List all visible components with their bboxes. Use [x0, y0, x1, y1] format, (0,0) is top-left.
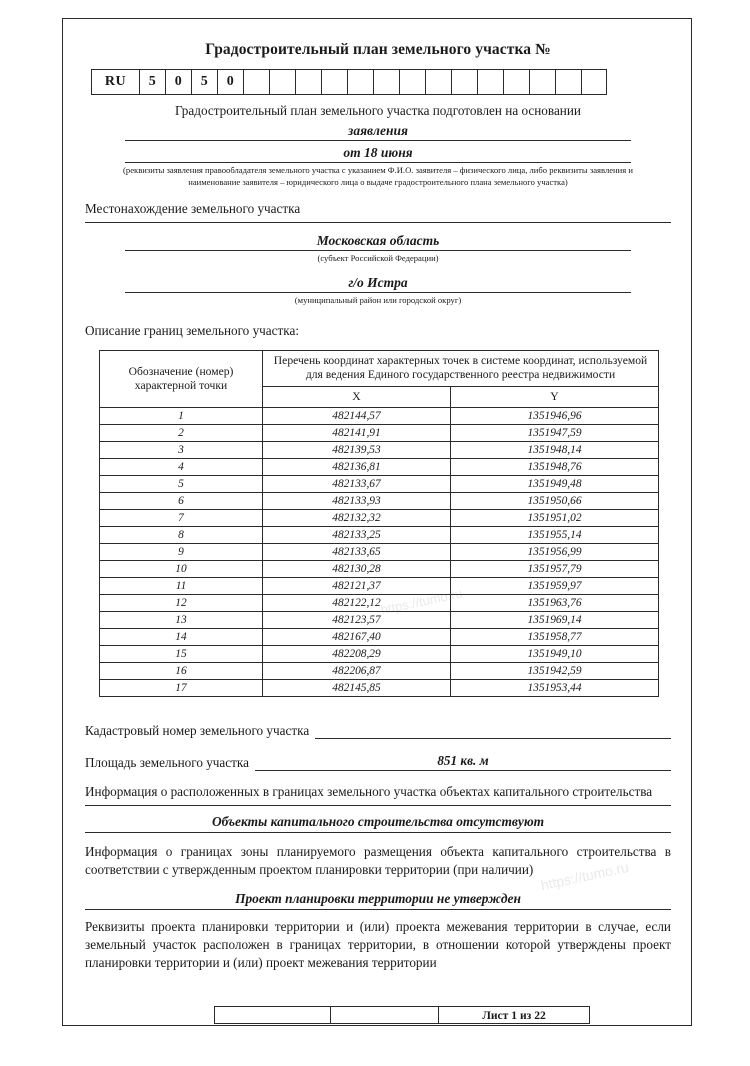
coordinates-table-body: [100, 408, 659, 697]
code-cell-11[interactable]: [399, 69, 425, 95]
borders-label: Описание границ земельного участка:: [85, 323, 299, 339]
table-row: [100, 476, 659, 493]
table-row: [100, 680, 659, 697]
cell-point: 3: [100, 442, 263, 459]
cell-y: 1351951,02: [450, 510, 658, 527]
footer-sheet-number: Лист 1 из 22: [482, 1008, 546, 1022]
cell-x: 482139,53: [263, 442, 451, 459]
cadastral-label: Кадастровый номер земельного участка: [85, 723, 310, 739]
cell-x: 482208,29: [263, 646, 451, 663]
cell-y: 1351947,59: [450, 425, 658, 442]
district-note: (муниципальный район или городской округ): [294, 294, 462, 305]
table-row: [100, 544, 659, 561]
cell-x: 482141,91: [263, 425, 451, 442]
watermark-top: https://tumo.ru: [379, 585, 464, 618]
cell-x: 482122,12: [263, 595, 451, 612]
cell-point: 5: [100, 476, 263, 493]
requisites-note: (реквизиты заявления правообладателя земельного участка с указанием Ф.И.О. заявителя – физического лица, либо реквизиты заявления и наименование заявителя – юридического лица о выдаче градостроительного плана земельного участка): [123, 165, 633, 187]
code-cell-8[interactable]: [321, 69, 347, 95]
table-row: [100, 493, 659, 510]
cell-point: 7: [100, 510, 263, 527]
table-row: [100, 442, 659, 459]
location-label: Местонахождение земельного участка: [85, 201, 301, 217]
cell-y: 1351956,99: [450, 544, 658, 561]
cell-x: 482133,65: [263, 544, 451, 561]
cell-y: 1351959,97: [450, 578, 658, 595]
code-cell-14[interactable]: [477, 69, 503, 95]
cell-point: 4: [100, 459, 263, 476]
capital-absent-value: Объекты капитального строительства отсутствуют: [85, 814, 671, 833]
code-cell-17[interactable]: [555, 69, 581, 95]
table-row: [100, 578, 659, 595]
cell-y: 1351963,76: [450, 595, 658, 612]
code-cell-13[interactable]: [451, 69, 477, 95]
area-row: [85, 753, 671, 771]
table-row: [100, 646, 659, 663]
cell-point: 6: [100, 493, 263, 510]
code-cell-18[interactable]: [581, 69, 607, 95]
table-row: [100, 612, 659, 629]
location-divider: [85, 222, 671, 223]
document-frame: [62, 18, 692, 1026]
area-label: Площадь земельного участка: [85, 755, 249, 771]
cell-point: 13: [100, 612, 263, 629]
district-field[interactable]: г/о Истра: [125, 275, 631, 293]
code-cell-5[interactable]: [243, 69, 269, 95]
zone-info-label: Информация о границах зоны планируемого размещения объекта капитального строительства в соответствии с утвержденным проектом планировки территории (при наличии): [85, 844, 671, 878]
cell-point: 1: [100, 408, 263, 425]
cell-x: 482130,28: [263, 561, 451, 578]
cell-x: 482167,40: [263, 629, 451, 646]
cell-point: 2: [100, 425, 263, 442]
capital-info-divider: [85, 805, 671, 806]
table-row: [100, 561, 659, 578]
code-cell-3[interactable]: 5: [191, 69, 217, 95]
coordinates-table: [99, 350, 659, 697]
cell-point: 9: [100, 544, 263, 561]
cell-x: 482145,85: [263, 680, 451, 697]
cell-y: 1351953,44: [450, 680, 658, 697]
cell-y: 1351957,79: [450, 561, 658, 578]
footer-cell-middle: [331, 1007, 439, 1023]
table-header-row: [100, 351, 659, 387]
page-footer: [214, 1006, 590, 1024]
page-title: Градостроительный план земельного участка №: [205, 41, 551, 58]
header-coordinates: Перечень координат характерных точек в системе координат, используемой для ведения Единого государственного реестра недвижимости: [263, 351, 659, 387]
cell-x: 482132,32: [263, 510, 451, 527]
header-col-x: X: [263, 386, 451, 407]
cell-point: 14: [100, 629, 263, 646]
code-cell-12[interactable]: [425, 69, 451, 95]
cell-point: 15: [100, 646, 263, 663]
code-cell-6[interactable]: [269, 69, 295, 95]
cell-x: 482121,37: [263, 578, 451, 595]
table-row: [100, 510, 659, 527]
cell-y: 1351955,14: [450, 527, 658, 544]
region-note: (субъект Российской Федерации): [317, 253, 439, 263]
cell-y: 1351949,48: [450, 476, 658, 493]
cell-point: 12: [100, 595, 263, 612]
code-cell-4[interactable]: 0: [217, 69, 243, 95]
cell-x: 482123,57: [263, 612, 451, 629]
cell-y: 1351948,76: [450, 459, 658, 476]
basis-value-field[interactable]: заявления: [125, 123, 631, 141]
header-col-y: Y: [450, 386, 658, 407]
requisites-project-label: Реквизиты проекта планировки территории и (или) проекта межевания территории в случае, если земельный участок расположен в границах территории, в отношении которой утверждены проект планировки территории и (или) проект межевания территории: [85, 918, 671, 970]
table-row: [100, 595, 659, 612]
cell-y: 1351942,59: [450, 663, 658, 680]
cell-x: 482136,81: [263, 459, 451, 476]
cell-point: 16: [100, 663, 263, 680]
cell-point: 17: [100, 680, 263, 697]
cell-x: 482133,25: [263, 527, 451, 544]
code-cell-9[interactable]: [347, 69, 373, 95]
code-cell-7[interactable]: [295, 69, 321, 95]
code-cell-1[interactable]: 5: [139, 69, 165, 95]
code-cell-15[interactable]: [503, 69, 529, 95]
cadastral-value-field[interactable]: [315, 721, 671, 739]
cell-point: 10: [100, 561, 263, 578]
cell-x: 482133,67: [263, 476, 451, 493]
cell-point: 11: [100, 578, 263, 595]
code-cell-2[interactable]: 0: [165, 69, 191, 95]
cell-x: 482133,93: [263, 493, 451, 510]
cell-x: 482144,57: [263, 408, 451, 425]
cell-y: 1351950,66: [450, 493, 658, 510]
cell-point: 8: [100, 527, 263, 544]
gpzu-code-row: [91, 69, 671, 95]
footer-cell-left: [215, 1007, 331, 1023]
table-row: [100, 425, 659, 442]
table-row: [100, 629, 659, 646]
document-body: [85, 31, 671, 971]
planning-absent-value: Проект планировки территории не утвержден: [85, 891, 671, 910]
table-row: [100, 663, 659, 680]
table-row: [100, 408, 659, 425]
cadastral-row: [85, 721, 671, 739]
basis-label: Градостроительный план земельного участка подготовлен на основании: [175, 103, 581, 118]
capital-info-label: Информация о расположенных в границах земельного участка объектах капитального строительства: [85, 784, 653, 800]
cell-y: 1351969,14: [450, 612, 658, 629]
header-point-number: Обозначение (номер) характерной точки: [100, 351, 263, 408]
area-value-field[interactable]: 851 кв. м: [255, 753, 671, 771]
cell-y: 1351949,10: [450, 646, 658, 663]
cell-y: 1351958,77: [450, 629, 658, 646]
code-cell-16[interactable]: [529, 69, 555, 95]
watermark-bottom: https://tumo.ru: [539, 858, 631, 894]
basis-date-field[interactable]: от 18 июня: [125, 145, 631, 163]
code-cell-10[interactable]: [373, 69, 399, 95]
code-cell-0[interactable]: RU: [91, 69, 139, 95]
region-field[interactable]: Московская область: [125, 233, 631, 251]
table-row: [100, 527, 659, 544]
cell-y: 1351948,14: [450, 442, 658, 459]
cell-x: 482206,87: [263, 663, 451, 680]
table-row: [100, 459, 659, 476]
cell-y: 1351946,96: [450, 408, 658, 425]
